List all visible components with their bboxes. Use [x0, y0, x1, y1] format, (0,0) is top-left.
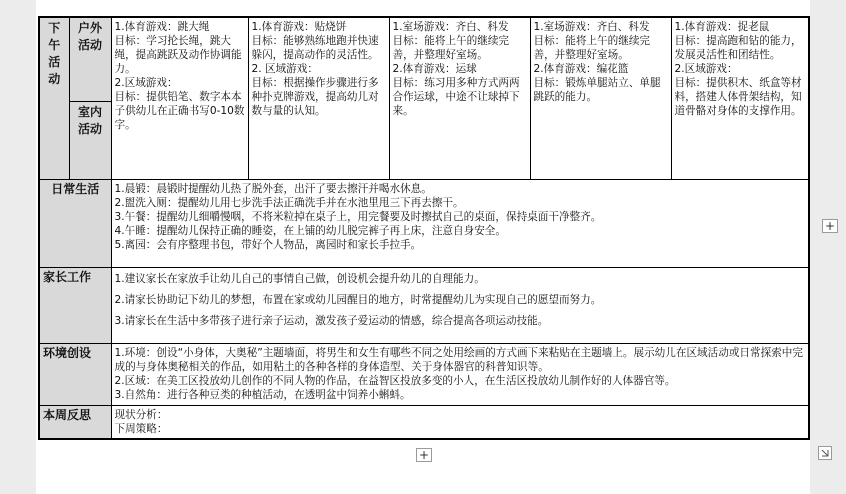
afternoon-cell-day-5[interactable] — [671, 17, 809, 179]
afternoon-cell-day-3[interactable] — [389, 17, 530, 179]
day-4-indoor-title: 2.体育游戏：编花篮 — [533, 63, 629, 75]
environment-content[interactable] — [111, 343, 809, 405]
day-1-indoor-title: 2.区域游戏： — [114, 77, 178, 89]
indoor-activity-label: 室内活动 — [69, 101, 111, 179]
plus-icon: + — [418, 448, 430, 462]
daily-life-line: 5.离园：会有序整理书包，带好个人物品，离园时和家长手拉手。 — [114, 238, 422, 251]
day-2-indoor-title: 2. 区域游戏： — [251, 63, 318, 75]
daily-life-line: 3.午餐：提醒幼儿细嚼慢咽，不将米粒掉在桌子上，用完餐要及时擦拭自己的桌面，保持桌面干净整齐。 — [114, 210, 602, 223]
day-4-outdoor-goal: 目标：能将上午的继续完善，并整理好室场。 — [533, 35, 651, 61]
day-5-indoor-goal: 目标：提供积木、纸盒等材料，搭建人体骨架结构，知道骨骼对身体的支撑作用。 — [674, 77, 802, 117]
day-5-indoor-title: 2.区域游戏： — [674, 63, 738, 75]
environment-line: 3.自然角：进行各种豆类的种植活动，在透明盆中饲养小蝌蚪。 — [114, 388, 411, 401]
daily-life-label: 日常生活 — [39, 179, 111, 267]
day-3-indoor-title: 2.体育游戏：运球 — [392, 63, 477, 75]
environment-row — [39, 343, 809, 405]
day-5-outdoor-goal: 目标：提高跑和钻的能力，发展灵活性和团结性。 — [674, 35, 802, 61]
parent-work-line: 3.请家长在生活中多带孩子进行亲子运动，激发孩子爱运动的情感，综合提高各项运动技能。 — [114, 314, 549, 327]
afternoon-cell-day-4[interactable] — [530, 17, 671, 179]
outdoor-activity-label: 户外活动 — [69, 17, 111, 101]
day-3-outdoor-title: 1.室场游戏：齐白、科发 — [392, 21, 509, 33]
day-3-indoor-goal: 目标：练习用多种方式两两合作运球，中途不让球掉下来。 — [392, 77, 520, 117]
day-1-indoor-goal: 目标：提供铅笔、数字本本子供幼儿在正确书写0-10数字。 — [114, 91, 245, 131]
day-1-outdoor-title: 1.体育游戏：跳大绳 — [114, 21, 210, 33]
day-2-indoor-goal: 目标：根据操作步骤进行多种扑克牌游戏，提高幼儿对数与量的认知。 — [251, 77, 379, 117]
parent-work-line: 2.请家长协助记下幼儿的梦想，布置在家或幼儿园醒目的地方，时常提醒幼儿为实现自己的愿望而努力。 — [114, 293, 602, 306]
parent-work-row — [39, 267, 809, 343]
day-1-outdoor-goal: 目标：学习抡长绳，跳大绳，提高跳跃及动作协调能力。 — [114, 35, 242, 75]
add-row-button[interactable] — [416, 448, 432, 462]
afternoon-outdoor-row — [39, 17, 809, 101]
daily-life-content[interactable] — [111, 179, 809, 267]
daily-life-line: 2.盥洗入厕：提醒幼儿用七步洗手法正确洗手并在水池里甩三下再去擦干。 — [114, 196, 464, 209]
document-page — [36, 0, 810, 494]
day-4-indoor-goal: 目标：锻炼单腿站立、单腿跳跃的能力。 — [533, 77, 661, 103]
table-resize-handle[interactable] — [818, 446, 832, 460]
parent-work-line: 1.建议家长在家放手让幼儿自己的事情自己做，创设机会提升幼儿的自理能力。 — [114, 272, 485, 285]
afternoon-cell-day-2[interactable] — [248, 17, 389, 179]
environment-line: 2.区域：在美工区投放幼儿创作的不同人物的作品，在益智区投放多变的小人，在生活区投放幼儿制作好的人体器官等。 — [114, 374, 676, 387]
day-2-outdoor-goal: 目标：能够熟练地跑并快速躲闪，提高动作的灵活性。 — [251, 35, 379, 61]
parent-work-content[interactable] — [111, 267, 809, 343]
daily-life-row — [39, 179, 809, 267]
day-3-outdoor-goal: 目标：能将上午的继续完善，并整理好室场。 — [392, 35, 510, 61]
day-2-outdoor-title: 1.体育游戏：贴烧饼 — [251, 21, 347, 33]
afternoon-activity-label: 下午活动 — [39, 17, 69, 179]
reflection-line: 现状分析： — [114, 408, 168, 421]
day-5-outdoor-title: 1.体育游戏：捉老鼠 — [674, 21, 770, 33]
daily-life-line: 4.午睡：提醒幼儿保持正确的睡姿，在上铺的幼儿脱完裤子再上床，注意自身安全。 — [114, 224, 506, 237]
resize-icon — [819, 447, 831, 459]
reflection-content[interactable] — [111, 405, 809, 439]
daily-life-line: 1.晨锻：晨锻时提醒幼儿热了脱外套，出汗了要去擦汗并喝水休息。 — [114, 182, 432, 195]
reflection-row — [39, 405, 809, 439]
environment-label: 环境创设 — [39, 343, 111, 405]
afternoon-cell-day-1[interactable] — [111, 17, 248, 179]
reflection-label: 本周反思 — [39, 405, 111, 439]
plus-icon: + — [824, 219, 836, 233]
weekly-plan-table — [38, 16, 810, 440]
parent-work-label: 家长工作 — [39, 267, 111, 343]
day-4-outdoor-title: 1.室场游戏：齐白、科发 — [533, 21, 650, 33]
reflection-line: 下周策略： — [114, 422, 168, 435]
add-column-button[interactable] — [822, 219, 838, 233]
environment-line: 1.环境：创设“小身体，大奥秘”主题墙面，将男生和女生有哪些不同之处用绘画的方式画下来粘贴在主题墙上。展示幼儿在区域活动或日常探索中完成的与身体奥秘相关的作品，如用粘土的各种各样的身体造型、关于身体器官的科普知识等。 — [114, 346, 803, 373]
